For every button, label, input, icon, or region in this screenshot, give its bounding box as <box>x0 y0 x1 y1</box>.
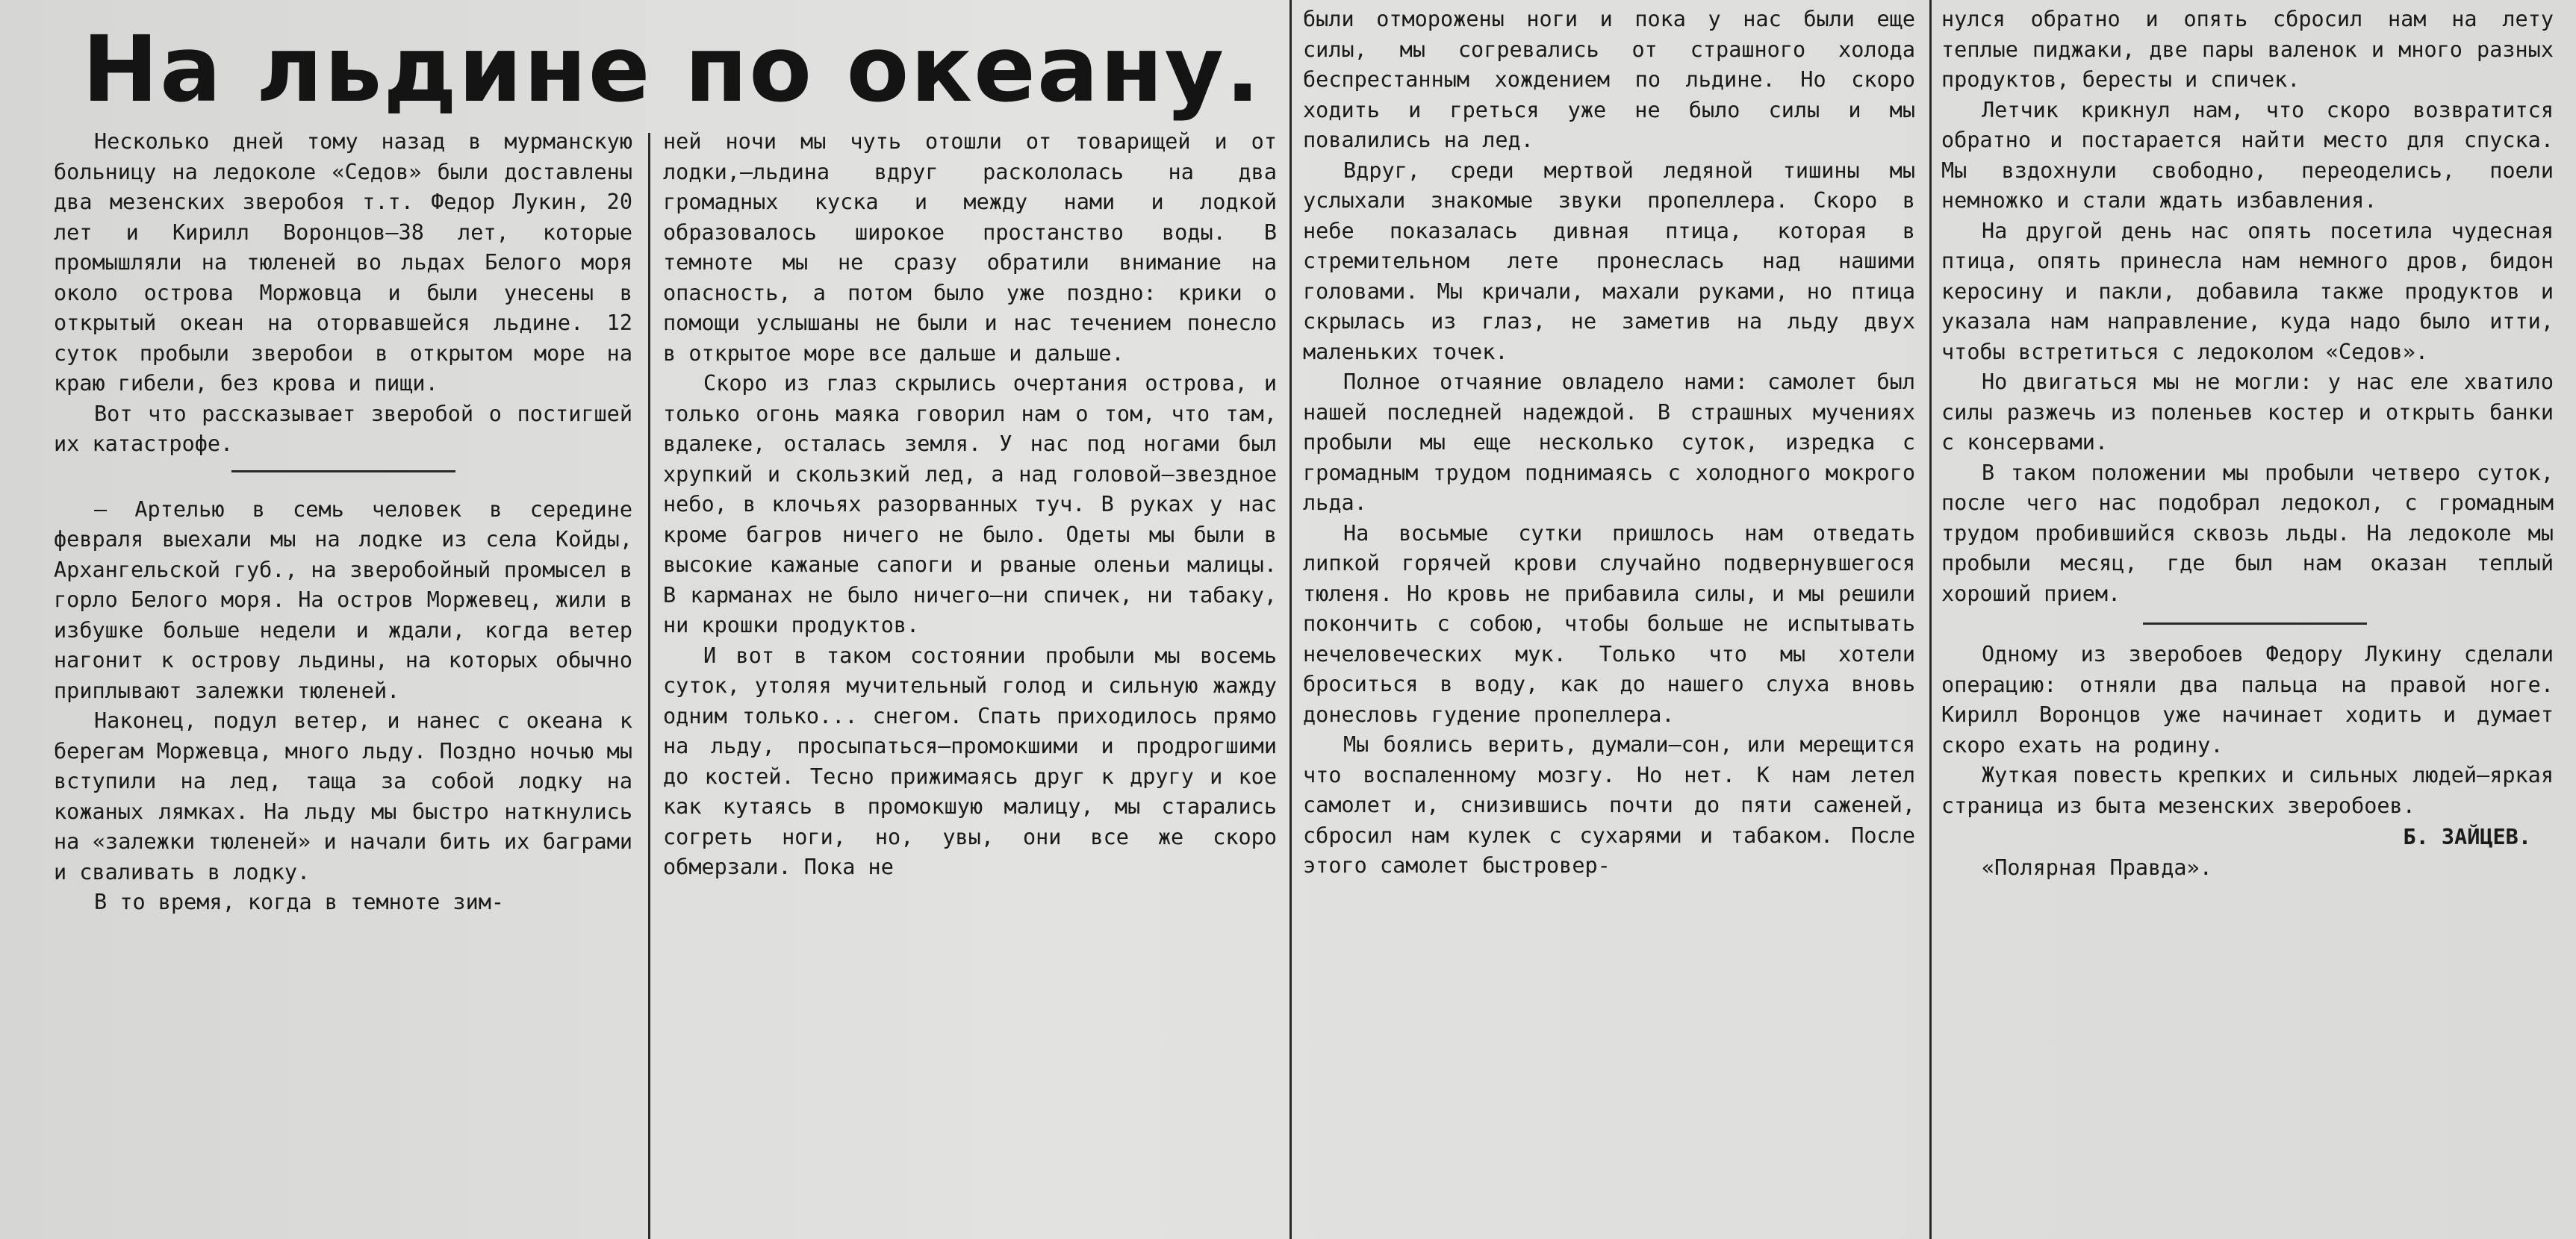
paragraph: Мы боялись верить, думали—сон, или мерещится что воспаленному мозгу. Но нет. К нам летел самолет и, снизившись почти до пяти саженей, сбросил нам кулек с сухарями и табаком. После этого самолет быстровер- <box>1303 732 1915 878</box>
column-rule <box>1929 0 1932 1239</box>
paragraph: — Артелью в семь человек в середине февраля выехали мы на лодке из села Койды, Архангельской губ., на зверобойный промысел в горло Белого моря. На остров Моржевец, жили в избушке больше недели и ждали, когда ветер нагонит к острову льдины, на которых обычно приплывают залежки тюленей. <box>54 496 632 703</box>
paragraph: На другой день нас опять посетила чудесная птица, опять принесла нам немного дров, бидон керосину и пакли, добавила также продуктов и указала нам направление, куда надо было итти, чтобы встретиться с ледоколом «Седов». <box>1941 218 2554 364</box>
paragraph: Летчик крикнул нам, что скоро возвратится обратно и постарается найти место для спуска. Мы вздохнули свободно, переоделись, поели немножко и стали ждать избавления. <box>1941 97 2554 213</box>
signature-line <box>1941 823 2554 853</box>
paragraph: Вот что рассказывает зверобой о постигшей их катастрофе. <box>54 401 632 456</box>
paragraph: нулся обратно и опять сбросил нам на лету теплые пиджаки, две пары валенок и много разных продуктов, бересты и спичек. <box>1941 7 2554 92</box>
paragraph: Одному из зверобоев Федору Лукину сделали операцию: отняли два пальца на правой ноге. Кирилл Воронцов уже начинает ходить и думает скоро ехать на родину. <box>1941 642 2554 758</box>
column-rule <box>648 133 650 1239</box>
paragraph: Несколько дней тому назад в мурманскую больницу на ледоколе «Седов» были доставлены два мезенских зверобоя т.т. Федор Лукин, 20 лет и Кирилл Воронцов—38 лет, которые промышляли на тюленей во льдах Белого моря около острова Моржовца и были унесены в открытый океан на оторвавшейся льдине. 12 суток пробыли зверобои в открытом море на краю гибели, без крова и пищи. <box>54 129 632 396</box>
article-column-1 <box>54 127 632 1239</box>
paragraph: Полное отчаяние овладело нами: самолет был нашей последней надеждой. В страшных мучениях пробыли мы еще несколько суток, изредка с громадным трудом поднимаясь с холодного мокрого льда. <box>1303 369 1915 515</box>
section-divider <box>231 470 455 472</box>
paragraph: И вот в таком состоянии пробыли мы восемь суток, утоляя мучительный голод и сильную жажду одним только... снегом. Спать приходилось прямо на льду, просыпаться—промокшими и продрогшими до костей. Тесно прижимаясь друг к другу и кое как кутаясь в промокшую малицу, мы старались согреть ноги, но, увы, они все же скоро обмерзали. Пока не <box>663 643 1277 879</box>
source-credit: «Полярная Правда». <box>1982 855 2212 880</box>
column-rule <box>1289 0 1292 1239</box>
article-headline: На льдине по океану. <box>82 16 1262 122</box>
paragraph: Наконец, подул ветер, и нанес с океана к берегам Моржевца, много льду. Поздно ночью мы вступили на лед, таща за собой лодку на кожаных лямках. На льду мы быстро наткнулись на «залежки тюленей» и начали бить их баграми и сваливать в лодку. <box>54 708 632 884</box>
author-signature: Б. ЗАЙЦЕВ. <box>2403 825 2531 849</box>
paragraph: В то время, когда в темноте зим- <box>94 890 505 914</box>
paragraph: ней ночи мы чуть отошли от товарищей и от лодки,—льдина вдруг раскололась на два громадных куска и между нами и лодкой образовалось широкое простанство воды. В темноте мы не сразу обратили внимание на опасность, а потом было уже поздно: крики о помощи услышаны не были и нас течением понесло в открытое море все дальше и дальше. <box>663 129 1277 366</box>
paragraph: Жуткая повесть крепких и сильных людей—яркая страница из быта мезенских зверобоев. <box>1941 763 2554 818</box>
paragraph: Вдруг, среди мертвой ледяной тишины мы услыхали знакомые звуки пропеллера. Скоро в небе показалась дивная птица, которая в стремительном лете пронеслась над нашими головами. Мы кричали, махали руками, но птица скрылась из глаз, не заметив на льду двух маленьких точек. <box>1303 157 1915 364</box>
article-column-2 <box>663 127 1277 1239</box>
article-column-4 <box>1941 4 2554 1239</box>
paragraph: Скоро из глаз скрылись очертания острова, и только огонь маяка говорил нам о том, что там, вдалеке, осталась земля. У нас под ногами был хрупкий и скользкий лед, а над головой—звездное небо, в клочьях разорванных туч. В руках у нас кроме багров ничего не было. Одеты мы были в высокие кажаные сапоги и рваные оленьи малицы. В карманах не было ничего—ни спичек, ни табаку, ни крошки продуктов. <box>663 371 1277 637</box>
paragraph: Но двигаться мы не могли: у нас еле хватило силы разжечь из поленьев костер и открыть банки с консервами. <box>1941 369 2554 455</box>
paragraph: были отморожены ноги и пока у нас были еще силы, мы согревались от страшного холода беспрестанным хождением по льдине. Но скоро ходить и греться уже не было силы и мы повалились на лед. <box>1303 7 1915 152</box>
paragraph: На восьмые сутки пришлось нам отведать липкой горячей крови случайно подвернувшегося тюленя. Но кровь не прибавила силы, и мы решили покончить с собою, чтобы больше не испытывать нечеловеческих мук. Только что мы хотели броситься в воду, как до нашего слуха вновь донесловь гудение пропеллера. <box>1303 520 1915 727</box>
paragraph: В таком положении мы пробыли четверо суток, после чего нас подобрал ледокол, с громадным трудом пробившийся сквозь льды. На ледоколе мы пробыли месяц, где был нам оказан теплый хороший прием. <box>1941 460 2554 606</box>
section-divider <box>2143 622 2367 625</box>
article-column-3 <box>1303 4 1915 1239</box>
